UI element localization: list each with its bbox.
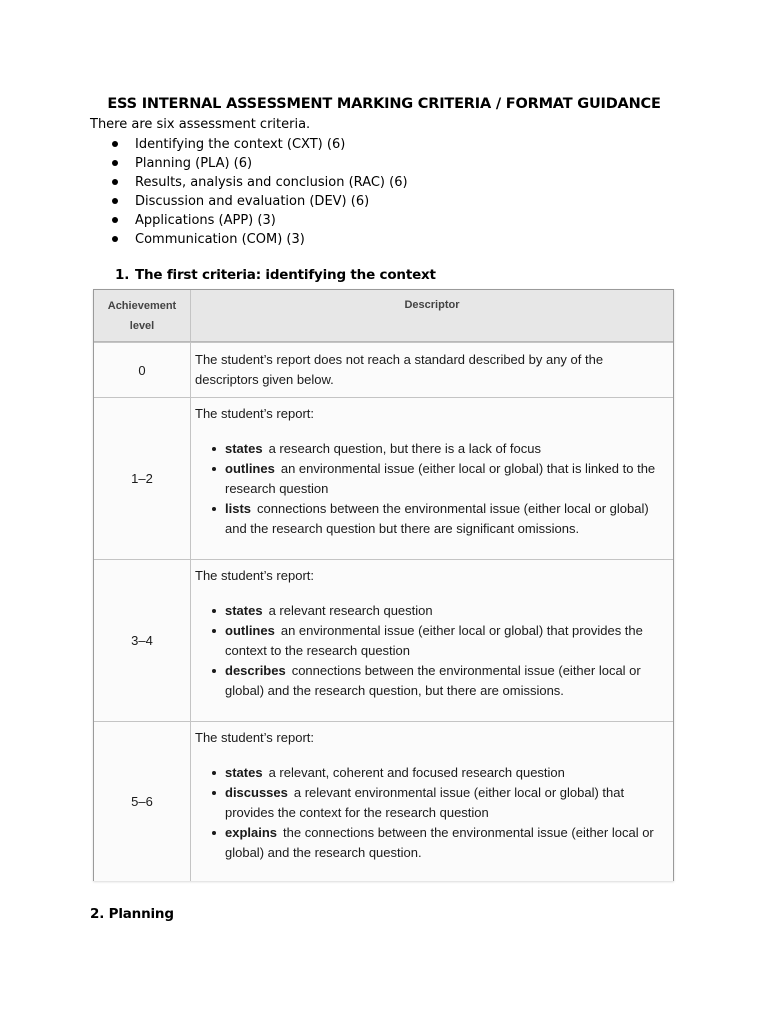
list-item: Discussion and evaluation (DEV) (6) — [110, 192, 408, 211]
descriptor-list — [211, 763, 666, 863]
descriptor-text: connections between the environmental issue (either local or global) and the research question, but there are omissions. — [225, 663, 641, 698]
section-number: 1. — [115, 267, 130, 283]
descriptor-text: a relevant research question — [268, 603, 433, 618]
list-item: Planning (PLA) (6) — [110, 154, 408, 173]
level-cell: 0 — [94, 343, 191, 397]
table-row — [94, 397, 673, 559]
level-cell: 5–6 — [94, 722, 191, 881]
descriptor-cell — [191, 560, 673, 721]
descriptor-keyword: states — [225, 603, 263, 618]
descriptor-cell — [191, 722, 673, 881]
rubric-table — [93, 289, 674, 881]
list-item — [211, 439, 666, 459]
descriptor-list — [211, 601, 666, 701]
level-cell: 1–2 — [94, 398, 191, 559]
list-item — [211, 763, 666, 783]
list-item — [211, 783, 666, 823]
level-cell: 3–4 — [94, 560, 191, 721]
level-header-line: level — [129, 319, 155, 332]
section-title: The first criteria: identifying the context — [135, 267, 436, 283]
descriptor-keyword: states — [225, 765, 263, 780]
list-item — [211, 621, 666, 661]
descriptor-keyword: states — [225, 441, 263, 456]
level-header-line: Achievement — [107, 299, 177, 312]
descriptor-keyword: discusses — [225, 785, 288, 800]
descriptor-intro: The student’s report: — [195, 568, 314, 583]
section-number: 2. — [90, 906, 105, 922]
section-heading-context — [115, 267, 436, 283]
list-item — [211, 823, 666, 863]
level-header — [94, 290, 191, 341]
list-item: Identifying the context (CXT) (6) — [110, 135, 408, 154]
table-header-row — [94, 290, 673, 342]
descriptor-text: a relevant, coherent and focused research question — [268, 765, 565, 780]
descriptor-text: the connections between the environmental issue (either local or global) and the research question. — [225, 825, 654, 860]
table-row — [94, 559, 673, 721]
descriptor-keyword: explains — [225, 825, 278, 840]
descriptor-keyword: outlines — [225, 623, 275, 638]
list-item: Applications (APP) (3) — [110, 211, 408, 230]
list-item — [211, 661, 666, 701]
table-row — [94, 342, 673, 397]
descriptor-text: a research question, but there is a lack of focus — [268, 441, 542, 456]
descriptor-intro: The student’s report: — [195, 406, 314, 421]
list-item — [211, 499, 666, 539]
descriptor-text: an environmental issue (either local or global) that provides the context to the research question — [225, 623, 643, 658]
descriptor-keyword: lists — [225, 501, 252, 516]
document-title: ESS INTERNAL ASSESSMENT MARKING CRITERIA / FORMAT GUIDANCE — [107, 96, 661, 112]
descriptor-cell — [191, 398, 673, 559]
criteria-list — [110, 135, 408, 249]
section-title: Planning — [108, 906, 174, 922]
table-row — [94, 721, 673, 881]
descriptor-keyword: outlines — [225, 461, 275, 476]
descriptor-header: Descriptor — [404, 299, 460, 311]
list-item — [211, 459, 666, 499]
intro-text: There are six assessment criteria. — [90, 117, 311, 132]
descriptor-text: connections between the environmental issue (either local or global) and the research question but there are significant omissions. — [225, 501, 649, 536]
descriptor-text: a relevant environmental issue (either local or global) that provides the context for the research question — [225, 785, 625, 820]
descriptor-keyword: describes — [225, 663, 286, 678]
descriptor-text: an environmental issue (either local or global) that is linked to the research question — [225, 461, 656, 496]
list-item — [211, 601, 666, 621]
descriptor-intro: The student’s report: — [195, 730, 314, 745]
descriptor-list — [211, 439, 666, 539]
list-item: Communication (COM) (3) — [110, 230, 408, 249]
descriptor-cell: The student’s report does not reach a standard described by any of the descriptors given below. — [195, 352, 604, 387]
list-item: Results, analysis and conclusion (RAC) (6) — [110, 173, 408, 192]
section-heading-planning — [90, 906, 174, 922]
